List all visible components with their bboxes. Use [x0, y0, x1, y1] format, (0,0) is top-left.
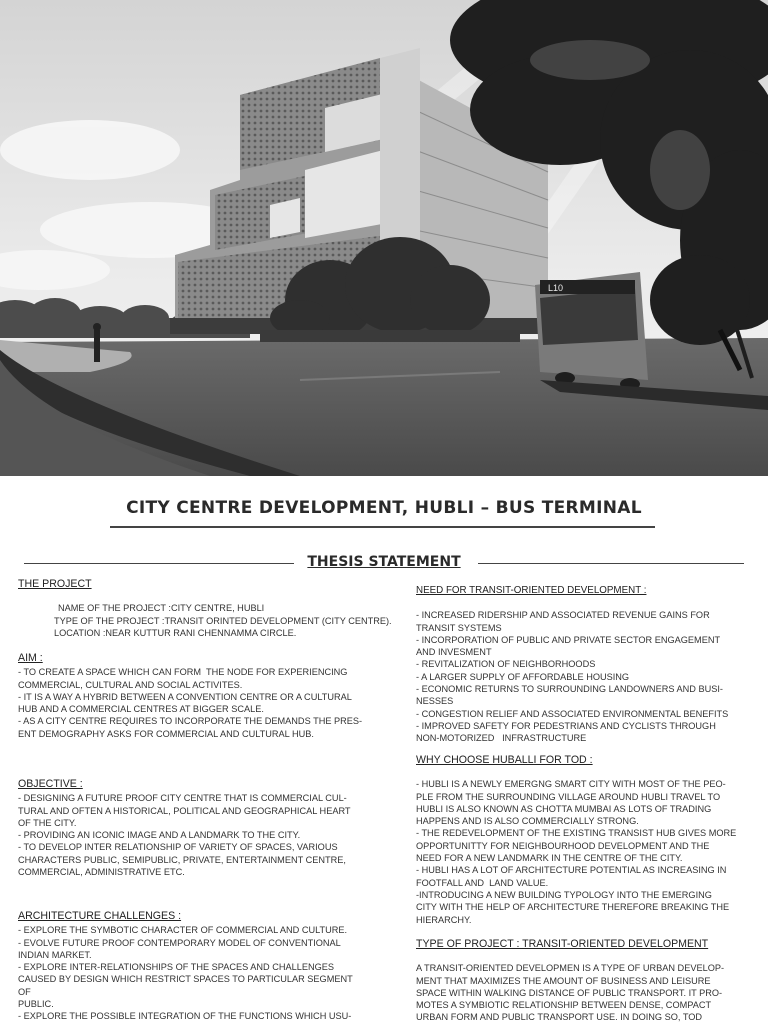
text-line: - DESIGNING A FUTURE PROOF CITY CENTRE THAT IS COMMERCIAL CUL- [18, 793, 347, 804]
text-line: CHARACTERS PUBLIC, SEMIPUBLIC, PRIVATE, ENTERTAINMENT CENTRE, [18, 854, 346, 865]
text-line: OF [18, 986, 31, 997]
text-line: - HUBLI HAS A LOT OF ARCHITECTURE POTENTIAL AS INCREASING IN [416, 865, 727, 876]
text-line: TYPE OF THE PROJECT :TRANSIT ORINTED DEVELOPMENT (CITY CENTRE). [54, 615, 392, 626]
section-title: WHY CHOOSE HUBALLI FOR TOD : [416, 754, 593, 766]
text-line: SPACE WITHIN WALKING DISTANCE OF PUBLIC TRANSPORT. IT PRO- [416, 987, 723, 998]
text-line: - TO CREATE A SPACE WHICH CAN FORM THE NODE FOR EXPERIENCING [18, 667, 348, 678]
title-underline [110, 526, 655, 528]
text-line: - INCREASED RIDERSHIP AND ASSOCIATED REVENUE GAINS FOR [416, 610, 710, 621]
text-line: URBAN FORM AND PUBLIC TRANSPORT USE. IN DOING SO, TOD [416, 1012, 703, 1023]
text-line: NEED FOR A NEW LANDMARK IN THE CENTRE OF THE CITY. [416, 853, 683, 864]
text-line: - EXPLORE THE POSSIBLE INTEGRATION OF THE FUNCTIONS WHICH USU- [18, 1011, 352, 1022]
text-line: OF THE CITY. [18, 817, 77, 828]
main-title: CITY CENTRE DEVELOPMENT, HUBLI – BUS TERMINAL [126, 498, 642, 518]
text-line: PUBLIC. [18, 999, 54, 1010]
text-line: NAME OF THE PROJECT :CITY CENTRE, HUBLI [58, 603, 265, 614]
text-line: - IT IS A WAY A HYBRID BETWEEN A CONVENTION CENTRE OR A CULTURAL [18, 691, 352, 702]
bus-sign: L10 [548, 283, 564, 293]
text-line: - EXPLORE THE SYMBOTIC CHARACTER OF COMMERCIAL AND CULTURE. [18, 925, 348, 936]
text-line: CITY WITH THE HELP OF ARCHITECTURE THEREFORE BREAKING THE [416, 902, 730, 913]
section-architecture-challenges [18, 910, 398, 1023]
text-line: CAUSED BY DESIGN WHICH RESTRICT SPACES TO PARTICULAR SEGMENT [18, 974, 353, 985]
text-line: HAPPENS AND IS ALSO COMMERCIALLY STRONG. [416, 816, 639, 827]
text-line: - TO DEVELOP INTER RELATIONSHIP OF VARIETY OF SPACES, VARIOUS [18, 842, 338, 853]
text-line: HUB AND A COMMERCIAL CENTRES AT BIGGER SCALE. [18, 704, 264, 715]
text-line: TURAL AND OFTEN A HISTORICAL, POLITICAL AND GEOGRAPHICAL HEART [18, 805, 351, 816]
text-line: -INTRODUCING A NEW BUILDING TYPOLOGY INTO THE EMERGING [416, 889, 712, 900]
text-line: AND INVESMENT [416, 647, 492, 658]
section-objective [18, 778, 398, 878]
text-line: FOOTFALL AND LAND VALUE. [416, 877, 549, 888]
text-line: - EXPLORE INTER-RELATIONSHIPS OF THE SPACES AND CHALLENGES [18, 962, 335, 973]
text-line: PLE FROM THE SURROUNDING VILLAGE AROUND HUBLI TRAVEL TO [416, 791, 721, 802]
section-type-of-project [416, 938, 754, 1024]
section-aim [18, 652, 398, 740]
section-the-project [18, 578, 398, 639]
text-line: COMMERCIAL, ADMINISTRATIVE ETC. [18, 867, 185, 878]
text-line: OPPORTUNITTY FOR NEIGHBOURHOOD DEVELOPMENT AND THE [416, 840, 710, 851]
section-title: NEED FOR TRANSIT-ORIENTED DEVELOPMENT : [416, 585, 647, 596]
section-title: THE PROJECT [18, 578, 92, 590]
text-line: INDIAN MARKET. [18, 949, 92, 960]
text-line: - ECONOMIC RETURNS TO SURROUNDING LANDOWNERS AND BUSI- [416, 684, 723, 695]
text-line: - A LARGER SUPPLY OF AFFORDABLE HOUSING [416, 671, 630, 682]
text-line: - HUBLI IS A NEWLY EMERGNG SMART CITY WITH MOST OF THE PEO- [416, 779, 726, 790]
section-title: ARCHITECTURE CHALLENGES : [18, 910, 182, 922]
text-line: - REVITALIZATION OF NEIGHBORHOODS [416, 659, 596, 670]
divider-right [478, 563, 744, 564]
text-line: NON-MOTORIZED INFRASTRUCTURE [416, 733, 587, 744]
text-line: COMMERCIAL, CULTURAL AND SOCIAL ACTIVITES. [18, 679, 243, 690]
text-line: ENT DEMOGRAPHY ASKS FOR COMMERCIAL AND CULTURAL HUB. [18, 728, 314, 739]
text-line: TRANSIT SYSTEMS [416, 622, 502, 633]
section-need-for-tod [416, 584, 754, 745]
text-line: - CONGESTION RELIEF AND ASSOCIATED ENVIRONMENTAL BENEFITS [416, 708, 729, 719]
section-title: TYPE OF PROJECT : TRANSIT-ORIENTED DEVELOPMENT [416, 938, 709, 950]
text-line: HUBLI IS ALSO KNOWN AS CHOTTA MUMBAI AS LOTS OF TRADING [416, 803, 712, 814]
text-line: MENT THAT MAXIMIZES THE AMOUNT OF BUSINESS AND LEISURE [416, 975, 711, 986]
text-line: - IMPROVED SAFETY FOR PEDESTRIANS AND CYCLISTS THROUGH [416, 720, 716, 731]
section-title: OBJECTIVE : [18, 778, 83, 790]
text-line: MOTES A SYMBIOTIC RELATIONSHIP BETWEEN DENSE, COMPACT [416, 1000, 712, 1011]
text-line: - PROVIDING AN ICONIC IMAGE AND A LANDMARK TO THE CITY. [18, 830, 301, 841]
text-line: - AS A CITY CENTRE REQUIRES TO INCORPORATE THE DEMANDS THE PRES- [18, 716, 363, 727]
text-line: HIERARCHY. [416, 914, 472, 925]
text-line: - INCORPORATION OF PUBLIC AND PRIVATE SECTOR ENGAGEMENT [416, 634, 721, 645]
text-line: NESSES [416, 696, 454, 707]
section-why-hubballi [416, 754, 754, 926]
text-line: A TRANSIT-ORIENTED DEVELOPMEN IS A TYPE OF URBAN DEVELOP- [416, 963, 725, 974]
building-render-illustration [0, 0, 768, 476]
hero-render [0, 0, 768, 476]
thesis-heading: THESIS STATEMENT [307, 554, 461, 570]
text-line: - EVOLVE FUTURE PROOF CONTEMPORARY MODEL OF CONVENTIONAL [18, 937, 341, 948]
text-line: - THE REDEVELOPMENT OF THE EXISTING TRANSIST HUB GIVES MORE [416, 828, 737, 839]
section-title: AIM : [18, 652, 43, 664]
text-line: LOCATION :NEAR KUTTUR RANI CHENNAMMA CIRCLE. [54, 627, 297, 638]
